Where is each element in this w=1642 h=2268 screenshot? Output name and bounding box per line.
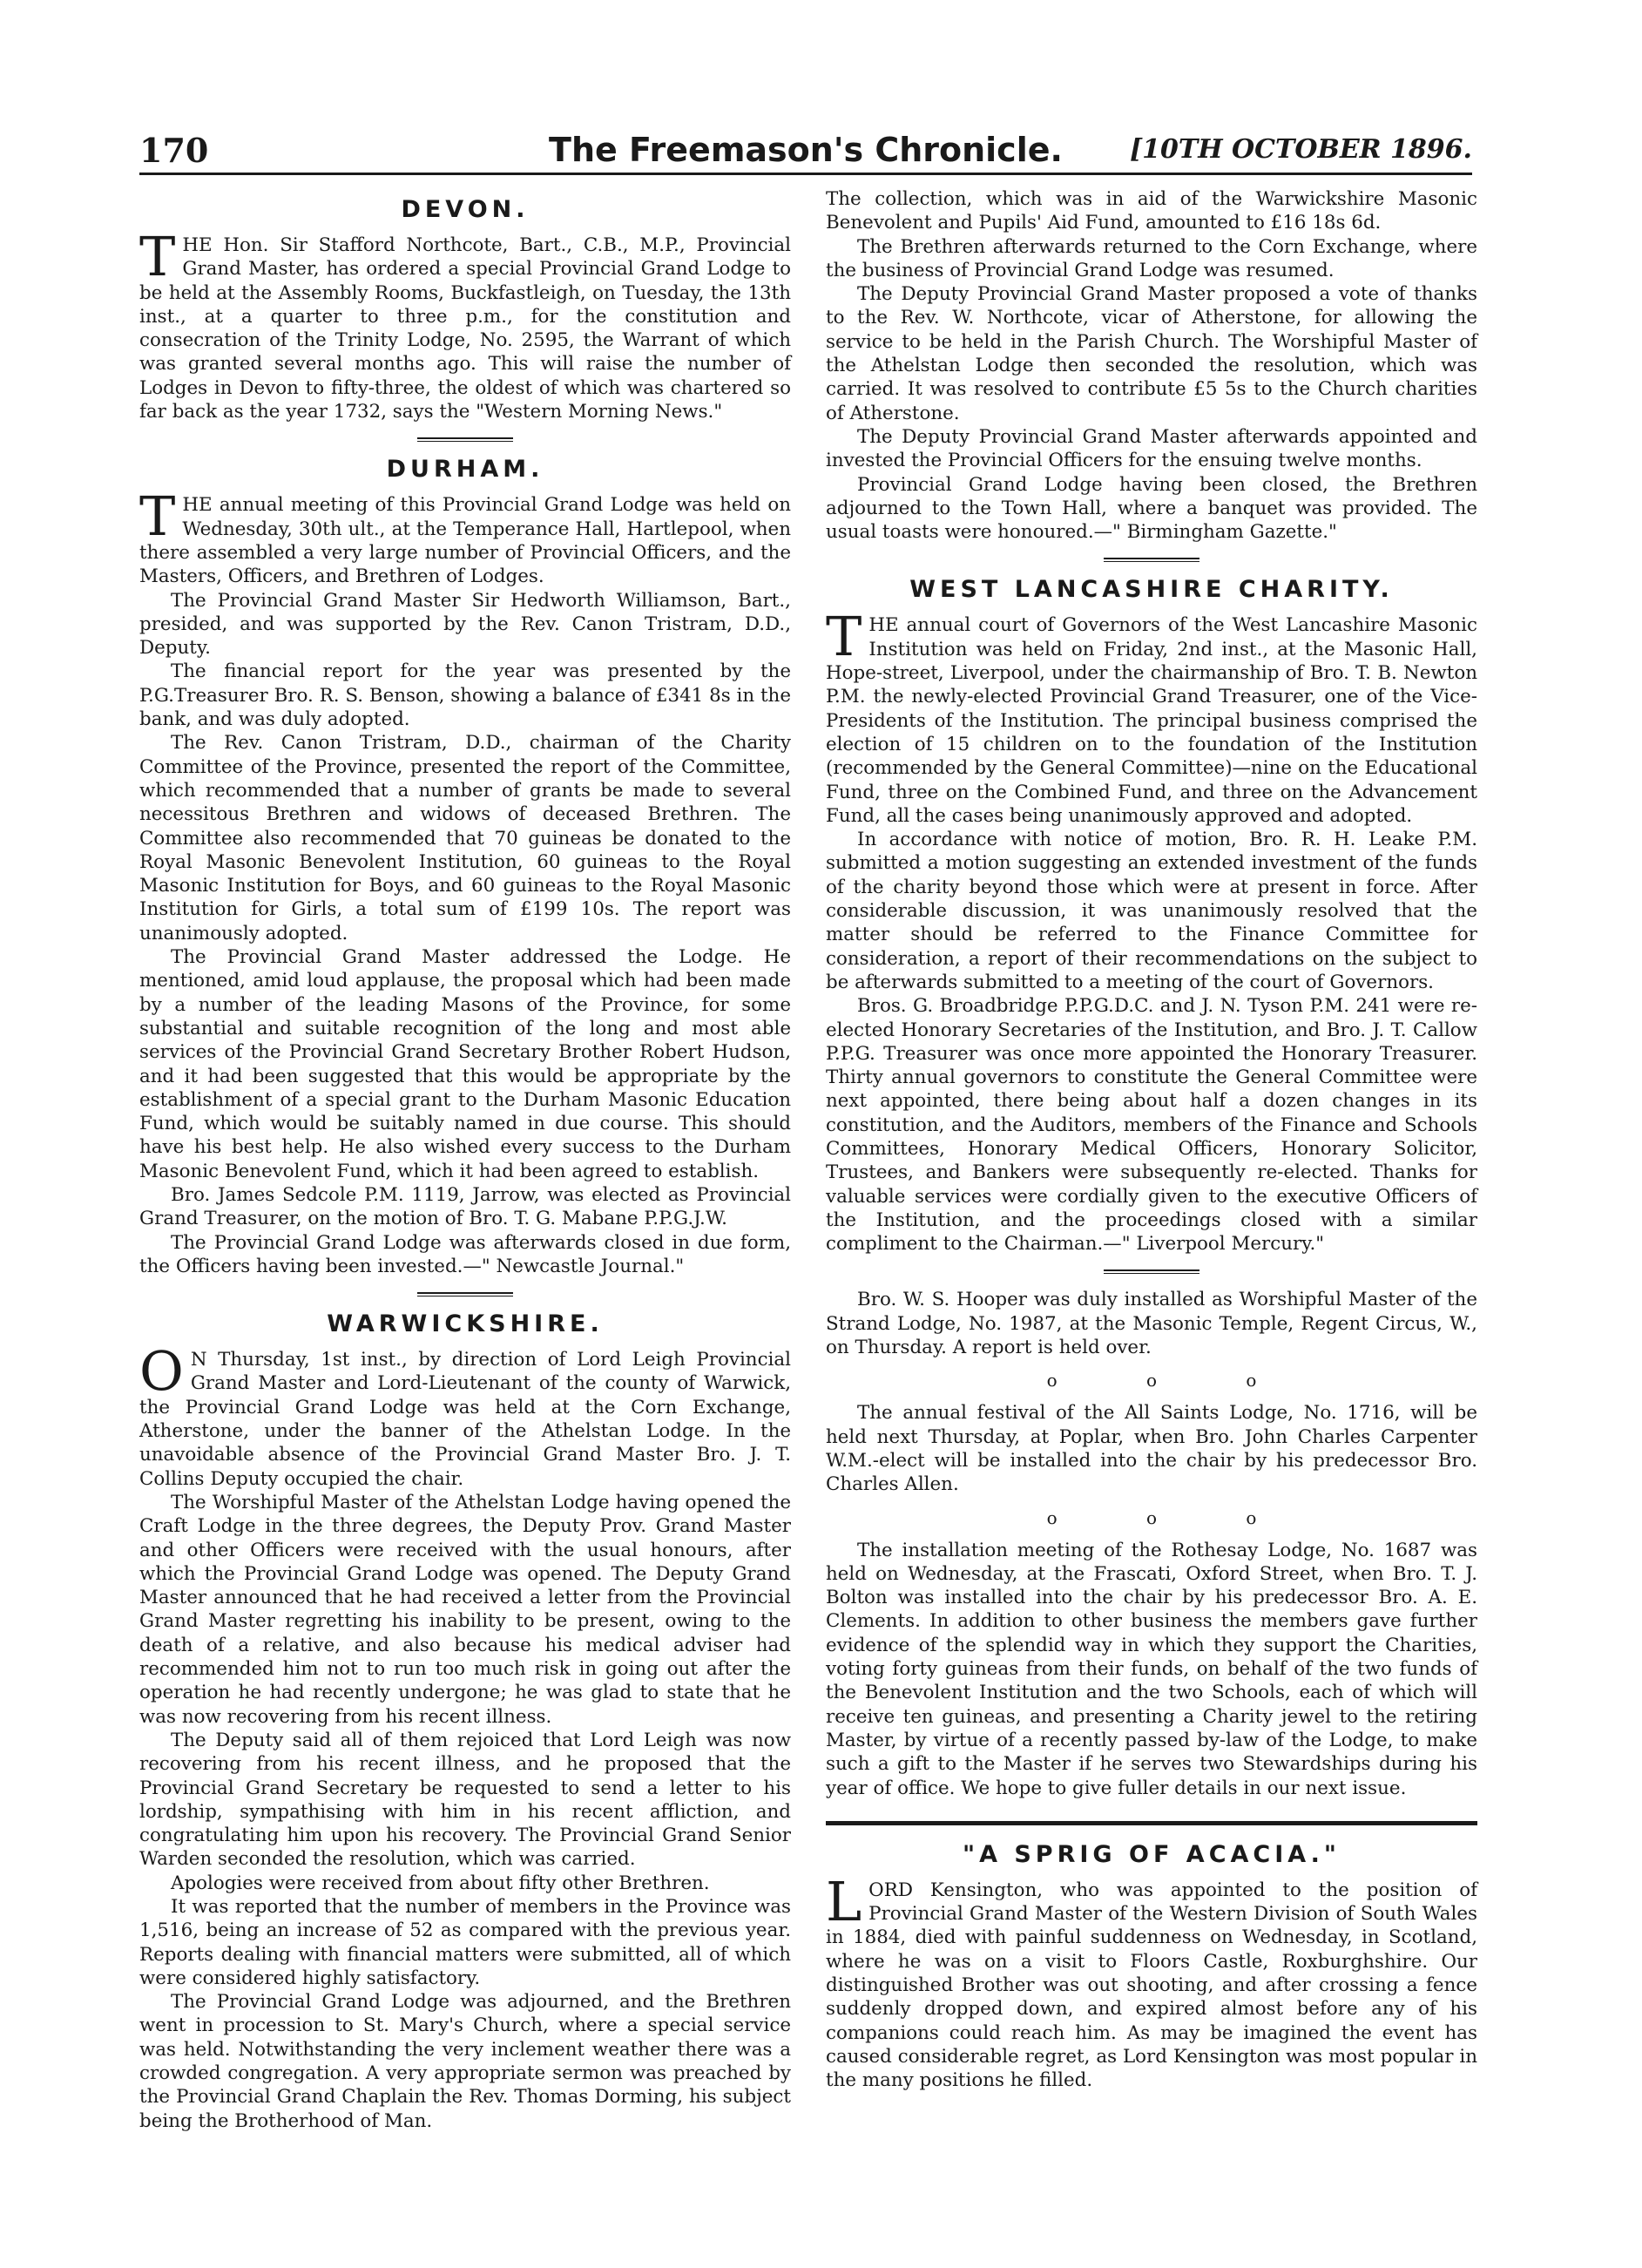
article-paragraph: The Provincial Grand Lodge was adjourned, and the Brethren went in procession to St. Mary's Church, where a special service was held. Notwithstanding the very inclement weather there was a crowded congregation. A very appropriate sermon was preached by the Provincial Grand Chaplain the Rev. Thomas Dorming, his subject being the Brotherhood of Man. <box>139 1991 791 2132</box>
article-paragraph: The Rev. Canon Tristram, D.D., chairman of the Charity Committee of the Province, presented the report of the Committee, which recommended that a number of grants be made to several necessitous Brethren and widows of deceased Brethren. The Committee also recommended that 70 guineas be donated to the Royal Masonic Benevolent Institution, 60 guineas to the Royal Masonic Institution for Boys, and 60 guineas to the Royal Masonic Institution for Girls, a total sum of £199 10s. The report was unanimously adopted. <box>139 732 791 944</box>
drop-cap: L <box>826 1869 862 1933</box>
section-divider <box>417 1292 513 1296</box>
article-warwickshire <box>139 1310 791 2133</box>
article-title: DURHAM. <box>386 456 544 484</box>
article-title: WEST LANCASHIRE CHARITY. <box>909 576 1394 604</box>
article-paragraph: The Brethren afterwards returned to the Corn Exchange, where the business of Provincial Grand Lodge was resumed. <box>826 235 1477 281</box>
article-title: DEVON. <box>401 196 530 223</box>
article-paragraph: In accordance with notice of motion, Bro. R. H. Leake P.M. submitted a motion suggesting an extended investment of the funds of the charity beyond those which were at present in force. After considerable discussion, it was unanimously resolved that the matter should be referred to the Finance Committee for consideration, a report of their recommendations on the subject to be afterwards submitted to a meeting of the court of Governors. <box>826 829 1477 993</box>
article-acacia <box>826 1841 1477 2093</box>
article-paragraph: The Worshipful Master of the Athelstan Lodge having opened the Craft Lodge in the three degrees, the Deputy Prov. Grand Master and other Officers were received with the usual honours, after which the Provincial Grand Lodge was opened. The Deputy Grand Master announced that he had received a letter from the Provincial Grand Master regretting his inability to be present, owing to the death of a relative, and also because his medical adviser had recommended him not to run too much risk in going out after the operation he had recently undergone; he was glad to state that he was now recovering from his recent illness. <box>139 1491 791 1728</box>
drop-cap: O <box>139 1339 184 1404</box>
article-paragraph: LORD Kensington, who was appointed to the position of Provincial Grand Master of the Western Division of South Wales in 1884, died with painful suddenness on Wednesday, in Scotland, where he was on a visit to Floors Castle, Roxburghshire. Our distinguished Brother was out shooting, and after crossing a fence suddenly dropped down, and expired almost before any of his companions could reach him. As may be imagined the event has caused considerable regret, as Lord Kensington was most popular in the many positions he filled. <box>826 1869 1477 2092</box>
article-paragraph: The collection, which was in aid of the Warwickshire Masonic Benevolent and Pupils' Aid Fund, amounted to £16 18s 6d. <box>826 188 1477 234</box>
article-paragraph: THE annual court of Governors of the West Lancashire Masonic Institution was held on Friday, 2nd inst., at the Masonic Hall, Hope-street, Liverpool, under the chairmanship of Bro. T. B. Newton P.M. the newly-elected Provincial Grand Treasurer, one of the Vice-Presidents of the Institution. The principal business comprised the election of 15 children on to the foundation of the Institution (recommended by the General Committee)—nine on the Educational Fund, three on the Combined Fund, and three on the Advancement Fund, all the cases being unanimously approved and adopted. <box>826 605 1477 827</box>
section-rule <box>826 1821 1477 1825</box>
article-paragraph: O N Thursday, 1st inst., by direction of Lord Leigh Provincial Grand Master and Lord-Lieutenant of the county of Warwick, the Provincial Grand Lodge was held at the Corn Exchange, Atherstone, under the banner of the Athelstan Lodge. In the unavoidable absence of the Provincial Grand Master Bro. J. T. Collins Deputy occupied the chair. <box>139 1339 791 1490</box>
article-paragraph: The Deputy said all of them rejoiced that Lord Leigh was now recovering from his recent illness, and he proposed that the Provincial Grand Secretary be requested to send a letter to his lordship, sympathising with him in his recent affliction, and congratulating him upon his recovery. The Provincial Grand Senior Warden seconded the resolution, which was carried. <box>139 1729 791 1871</box>
note-paragraph: The annual festival of the All Saints Lodge, No. 1716, will be held next Thursday, at Poplar, when Bro. John Charles Carpenter W.M.-elect will be installed into the chair by his predecessor Bro. Charles Allen. <box>826 1402 1477 1496</box>
header-rule <box>139 173 1472 175</box>
article-paragraph: The Deputy Provincial Grand Master afterwards appointed and invested the Provincial Officers for the ensuing twelve months. <box>826 425 1477 472</box>
page-number: 170 <box>139 131 209 170</box>
article-paragraph: The Provincial Grand Master Sir Hedworth Williamson, Bart., presided, and was supported by the Rev. Canon Tristram, D.D., Deputy. <box>139 589 791 660</box>
article-title: "A SPRIG OF ACACIA." <box>963 1840 1341 1868</box>
article-paragraph: It was reported that the number of members in the Province was 1,516, being an increase of 52 as compared with the previous year. Reports dealing with financial matters were submitted, all of which were considered highly satisfactory. <box>139 1896 791 1989</box>
article-warwickshire-continued <box>826 187 1477 544</box>
article-paragraph: The financial report for the year was presented by the P.G.Treasurer Bro. R. S. Benson, showing a balance of £341 8s in the bank, and was duly adopted. <box>139 660 791 731</box>
issue-date: [10TH OCTOBER 1896. <box>1129 134 1472 165</box>
note-separator: o o o <box>1046 1370 1299 1391</box>
lodge-notes <box>826 1288 1477 1799</box>
article-paragraph: THE Hon. Sir Stafford Northcote, Bart., C.B., M.P., Provincial Grand Master, has ordered a special Provincial Grand Lodge to be held at the Assembly Rooms, Buckfastleigh, on Tuesday, the 13th inst., at a quarter to three p.m., for the constitution and consecration of the Trinity Lodge, No. 2595, the Warrant of which was granted several months ago. This will raise the number of Lodges in Devon to fifty-three, the oldest of which was chartered so far back as the year 1732, says the "Western Morning News." <box>139 225 791 423</box>
note-separator: o o o <box>1046 1506 1299 1528</box>
article-paragraph: Apologies were received from about fifty other Brethren. <box>171 1872 710 1894</box>
article-paragraph: Bros. G. Broadbridge P.P.G.D.C. and J. N. Tyson P.M. 241 were re-elected Honorary Secretaries of the Institution, and Bro. J. T. Callow P.P.G. Treasurer was once more appointed the Honorary Treasurer. Thirty annual governors to constitute the General Committee were next appointed, there being about half a dozen changes in its constitution, and the Auditors, members of the Finance and Schools Committees, Honorary Medical Officers, Honorary Solicitor, Trustees, and Bankers were subsequently re-elected. Thanks for valuable services were cordially given to the executive Officers of the Institution, and the proceedings closed with a similar compliment to the Chairman.—" Liverpool Mercury." <box>826 995 1477 1256</box>
article-paragraph: THE annual meeting of this Provincial Grand Lodge was held on Wednesday, 30th ult., at the Temperance Hall, Hartlepool, when there assembled a very large number of Provincial Officers, and the Masters, Officers, and Brethren of Lodges. <box>139 484 791 588</box>
note-paragraph: The installation meeting of the Rothesay Lodge, No. 1687 was held on Wednesday, at the Frascati, Oxford Street, when Bro. T. J. Bolton was installed into the chair by his predecessor Bro. A. E. Clements. In addition to other business the members gave further evidence of the splendid way in which they support the Charities, voting forty guineas from their funds, on behalf of the two funds of the Benevolent Institution and the two Schools, each of which will receive ten guineas, and presenting a Charity jewel to the retiring Master, by virtue of a recently passed by-law of the Lodge, to make such a gift to the Master if he serves two Stewardships during his year of office. We hope to give fuller details in our next issue. <box>826 1539 1477 1799</box>
article-paragraph: The Provincial Grand Lodge was afterwards closed in due form, the Officers having been invested.—" Newcastle Journal." <box>139 1231 791 1277</box>
section-divider <box>1104 558 1199 562</box>
page-header <box>139 131 1472 174</box>
article-title: WARWICKSHIRE. <box>327 1310 604 1338</box>
publication-title: The Freemason's Chronicle. <box>549 131 1063 169</box>
article-paragraph: The Deputy Provincial Grand Master proposed a vote of thanks to the Rev. W. Northcote, vicar of Atherstone, for allowing the service to be held in the Parish Church. The Worshipful Master of the Athelstan Lodge then seconded the resolution, which was carried. It was resolved to contribute £5 5s to the Church charities of Atherstone. <box>826 283 1477 424</box>
note-paragraph: Bro. W. S. Hooper was duly installed as Worshipful Master of the Strand Lodge, No. 1987, at the Masonic Temple, Regent Circus, W., on Thursday. A report is held over. <box>826 1289 1477 1359</box>
article-devon <box>139 196 791 423</box>
drop-cap: T <box>826 605 862 669</box>
article-paragraph: Bro. James Sedcole P.M. 1119, Jarrow, was elected as Provincial Grand Treasurer, on the motion of Bro. T. G. Mabane P.P.G.J.W. <box>139 1183 791 1230</box>
article-paragraph: Provincial Grand Lodge having been closed, the Brethren adjourned to the Town Hall, where a banquet was provided. The usual toasts were honoured.—" Birmingham Gazette." <box>826 473 1477 544</box>
drop-cap: T <box>139 484 176 549</box>
section-divider <box>417 437 513 442</box>
article-durham <box>139 456 791 1278</box>
article-west-lancashire <box>826 576 1477 1256</box>
right-column <box>826 187 1477 2092</box>
article-paragraph: The Provincial Grand Master addressed the Lodge. He mentioned, amid loud applause, the proposal which had been made by a number of the leading Masons of the Province, for some substantial and suitable recognition of the long and most able services of the Provincial Grand Secretary Brother Robert Hudson, and it had been suggested that this would be appropriate by the establishment of a special grant to the Durham Masonic Education Fund, which would be suitably named in due course. This should have his best help. He also wished every success to the Durham Masonic Benevolent Fund, which it had been agreed to establish. <box>139 946 791 1182</box>
section-divider <box>1104 1269 1199 1274</box>
drop-cap: T <box>139 225 176 288</box>
left-column <box>139 187 791 2133</box>
